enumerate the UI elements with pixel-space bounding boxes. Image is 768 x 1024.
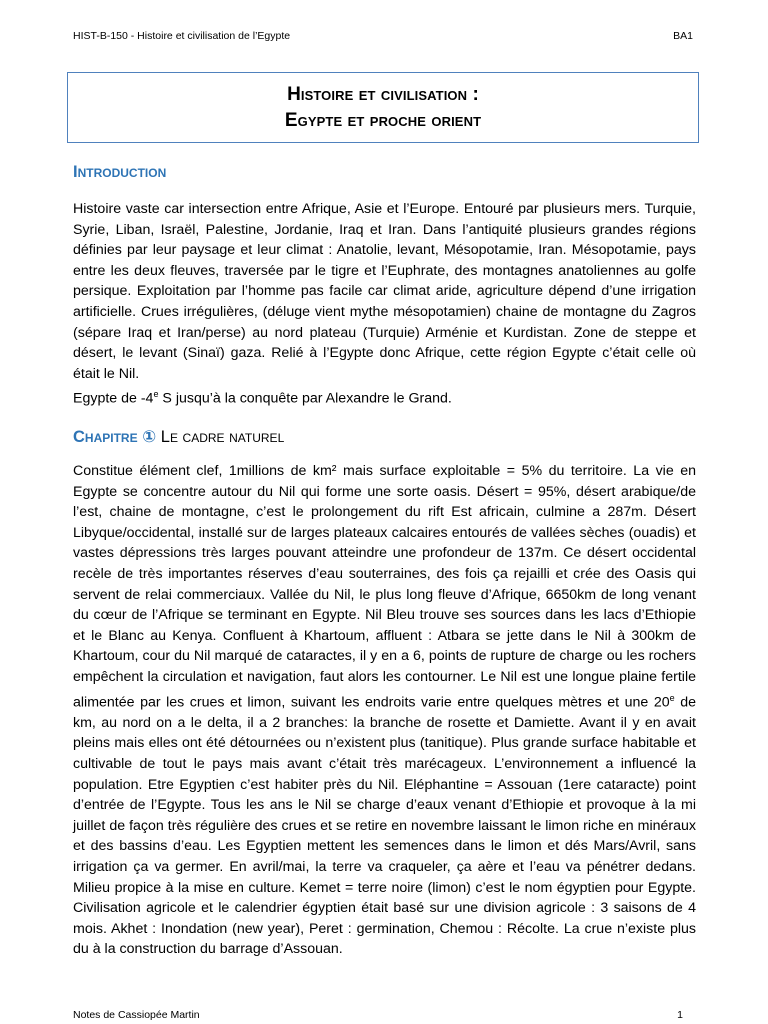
introduction-heading: Introduction — [73, 163, 167, 181]
chapter-label: Chapitre — [73, 428, 138, 446]
page-header — [73, 28, 693, 44]
chapter-1-paragraph — [73, 461, 696, 960]
chapter-1-text-part-2: de km, au nord on a le delta, il a 2 branches: la branche de rosette et Damiette. Avant il y en avait pleins mais elles ont été détournées ou n’existent plus (tanitique). Plus grande surface habitable et cultivable de tout le pays mais avant c’était très marécageux. L’environnement a influencé la population. Etre Egyptien c’est habiter près du Nil. Eléphantine = Assouan (1ere cataracte) point d’entrée de l’Egypte. Tous les ans le Nil se charge d’eaux venant d’Ethiopie et provoque à la mi juillet de façon très régulière des crues et se retire en novembre laissant le limon riche en minéraux et des bassins d’eau. Les Egyptien mettent les semences dans le limon et dés Mars/Avril, sans irrigation ça va germer. En avril/mai, la terre va craqueler, ça aère et l’eau va pénétrer dedans. Milieu propice à la mise en culture. Kemet = terre noire (limon) c’est le nom égyptien pour Egypte. Civilisation agricole et le calendrier égyptien était basé sur une division agricole : 3 saisons de 4 mois. Akhet : Inondation (new year), Peret : germination, Chemou : Récolte. La crue n’existe plus du à la construction du barrage d’Assouan. — [73, 694, 696, 958]
introduction-last-line-after: S jusqu’à la conquête par Alexandre le Grand. — [158, 391, 452, 408]
chapter-number-icon: ① — [142, 428, 157, 446]
course-code: HIST-B-150 - Histoire et civilisation de l’Egypte — [73, 30, 291, 42]
introduction-text: Histoire vaste car intersection entre Afrique, Asie et l’Europe. Entouré par plusieurs mers. Turquie, Syrie, Liban, Israël, Palestine, Jordanie, Iraq et Iran. Dans l’antiquité plusieurs grandes régions définies par leur paysage et leur climat : Anatolie, levant, Mésopotamie, Iran. Mésopotamie, pays entre les deux fleuves, traversée par le tigre et l’Euphrate, des montagnes anatoliennes au golfe persique. Exploitation par l’homme pas facile car climat aride, agriculture dépend d’une irrigation artificielle. Crues irrégulières, (déluge vient mythe mésopotamien) chaine de montagne du Zagros (sépare Iraq et Iran/perse) au nord plateau (Turquie) Arménie et Kurdistan. Zone de steppe et désert, le levant (Sinaï) gaza. Relié à l’Egypte donc Afrique, cette région Egypte c’était celle où était le Nil. — [73, 201, 696, 382]
introduction-last-line-sup: e — [153, 389, 159, 400]
introduction-last-line-before: Egypte de -4 — [73, 391, 154, 408]
chapter-1-text-part-1: Constitue élément clef, 1millions de km² mais surface exploitable = 5% du territoire. La vie en Egypte se concentre autour du Nil qui forme une sorte oasis. Désert = 95%, désert arabique/de l’est, chaine de montagne, c’est le prolongement du rift Est africain, culmine a 287m. Désert Libyque/occidental, installé sur de larges plateaux calcaires entourés de vallées sèches (ouadis) et vastes dépressions très larges pouvant atteindre une profondeur de 137m. Ce désert occidental recèle de très importantes réserves d’eau souterraines, des fois ça rejailli et crée des Oasis qui servent de relai commerciaux. Vallée du Nil, le plus long fleuve d’Afrique, 6650km de long venant du cœur de l’Afrique se terminant en Egypte. Nil Bleu trouve ses sources dans les lacs d’Ethiopie et le Blanc au Kenya. Confluent à Khartoum, affluent : Atbara se jette dans le Nil à 300km de Khartoum, cour du Nil marqué de cataractes, il y en a 6, points de rupture de charge ou les rochers empêchent la circulation et navigation, faut alors les contourner. Le Nil est une longue plaine fertile alimentée par les crues et limon, suivant les endroits varie entre quelques mètres et une 20 — [73, 463, 696, 711]
page-number: 1 — [677, 1009, 683, 1021]
footer-author: Notes de Cassiopée Martin — [73, 1009, 200, 1021]
introduction-paragraph — [73, 199, 696, 410]
title-line-2: Egypte et proche orient — [284, 109, 482, 131]
title-line-1: Histoire et civilisation : — [287, 83, 479, 105]
page-footer — [73, 1009, 683, 1021]
course-level: BA1 — [673, 30, 693, 42]
chapter-1-heading — [73, 427, 284, 447]
chapter-1-text-sup: e — [669, 692, 675, 703]
chapter-title: Le cadre naturel — [160, 428, 285, 446]
document-title-box — [67, 72, 699, 143]
